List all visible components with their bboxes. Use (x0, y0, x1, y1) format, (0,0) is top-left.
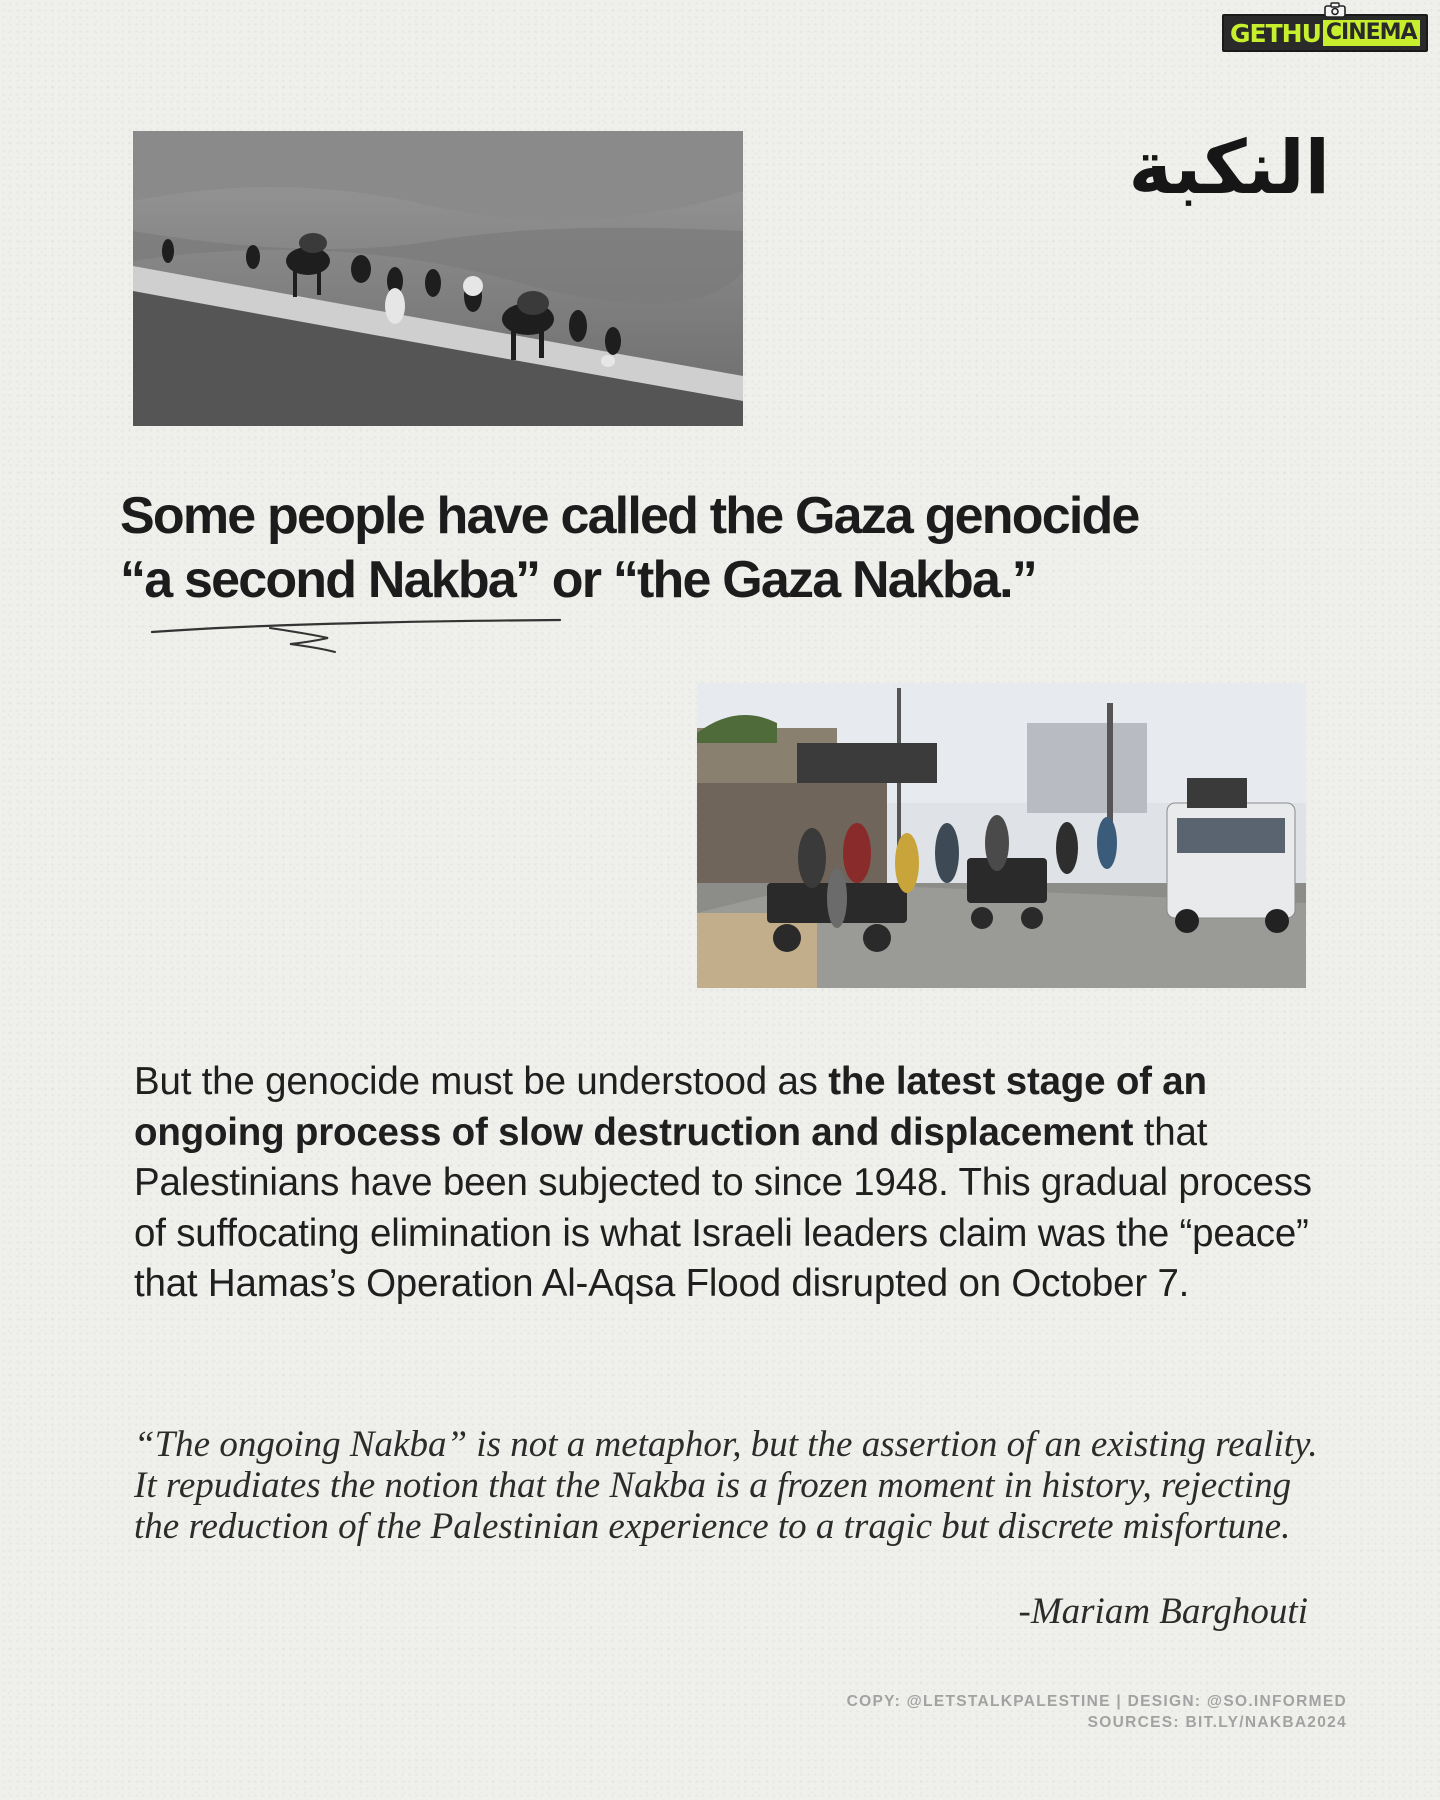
logo-text-cinema: CINEMA (1323, 20, 1420, 46)
body-rest: that Palestinians have been subjected to since 1948. This gradual process of suffocating elimination is what Israeli leaders claim was the “peace” that Hamas’s Operation Al-Aqsa Flood disrupted on October 7. (134, 1110, 1312, 1306)
logo-box (1222, 14, 1428, 52)
credits-line-1: COPY: @LETSTALKPALESTINE | DESIGN: @SO.INFORMED (846, 1693, 1347, 1710)
body-paragraph (134, 1057, 1314, 1310)
camera-icon (1324, 2, 1346, 18)
credits (740, 1691, 1347, 1733)
headline-line-2: “a second Nakba” or “the Gaza Nakba.” (120, 551, 1036, 609)
headline-line-1: Some people have called the Gaza genocide (120, 487, 1139, 545)
headline (120, 484, 1320, 612)
historic-nakba-photo (133, 131, 743, 426)
arabic-title: النكبة (1128, 125, 1330, 211)
quote-text: “The ongoing Nakba” is not a metaphor, but the assertion of an existing reality. It repudiates the notion that the Nakba is a frozen moment in history, rejecting the reduction of the Palestinian experience to a tragic but discrete misfortune. (134, 1424, 1318, 1547)
quote-attribution: -Mariam Barghouti (1018, 1591, 1308, 1632)
underline-squiggle (150, 612, 570, 656)
credits-line-2: SOURCES: BIT.LY/NAKBA2024 (1087, 1714, 1347, 1731)
body-lead: But the genocide must be understood as (134, 1060, 829, 1103)
logo-text-gethu: GETHU (1230, 18, 1321, 48)
gaza-displacement-photo (697, 683, 1306, 988)
body-emphasis: the latest stage of an ongoing process of slow destruction and displacement (134, 1060, 1207, 1154)
